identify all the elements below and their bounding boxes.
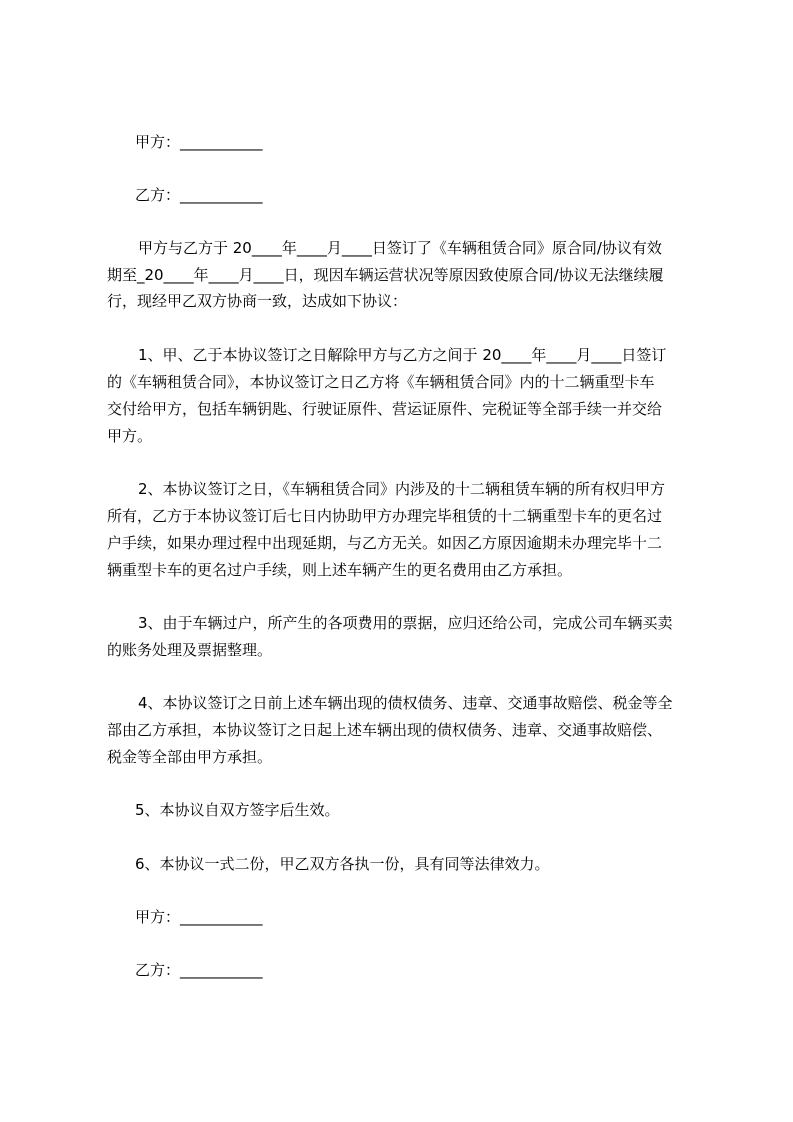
party-a-signature-top: 甲方：___________ [135, 133, 263, 151]
clause-6: 6、本协议一式二份，甲乙双方各执一份，具有同等法律效力。 [135, 855, 550, 873]
clause-4-line-2: 部由乙方承担，本协议签订之日起上述车辆出现的债权债务、违章、交通事故赔偿、 [107, 721, 663, 739]
clause-4-line-3: 税金等全部由甲方承担。 [107, 748, 273, 766]
intro-line-1: 甲方与乙方于 20____年____月____日签订了《车辆租赁合同》原合同/协议有效 [138, 239, 662, 257]
clause-2-line-3: 户手续，如果办理过程中出现延期，与乙方无关。如因乙方原因逾期未办理完毕十二 [107, 534, 663, 552]
clause-4-line-1: 4、本协议签订之日前上述车辆出现的债权债务、违章、交通事故赔偿、税金等全 [138, 694, 673, 712]
clause-2-line-2: 所有，乙方于本协议签订后七日内协助甲方办理完毕租赁的十二辆重型卡车的更名过 [107, 507, 663, 525]
party-b-signature-top: 乙方：___________ [135, 186, 263, 204]
clause-3-line-2: 的账务处理及票据整理。 [107, 641, 273, 659]
clause-2-line-1: 2、本协议签订之日，《车辆租赁合同》内涉及的十二辆租赁车辆的所有权归甲方 [138, 480, 666, 498]
intro-line-2: 期至_20____年____月____日，现因车辆运营状况等原因致使原合同/协议无法继续履 [107, 266, 664, 284]
party-b-signature-bottom: 乙方：___________ [135, 961, 263, 979]
clause-1-line-1: 1、甲、乙于本协议签订之日解除甲方与乙方之间于 20____年____月____日签订 [138, 346, 667, 364]
clause-5: 5、本协议自双方签字后生效。 [135, 801, 340, 819]
party-a-signature-bottom: 甲方：___________ [135, 908, 263, 926]
clause-1-line-4: 甲方。 [107, 427, 153, 445]
clause-1-line-2: 的《车辆租赁合同》，本协议签订之日乙方将《车辆租赁合同》内的十二辆重型卡车 [107, 373, 655, 391]
clause-3-line-1: 3、由于车辆过户，所产生的各项费用的票据，应归还给公司，完成公司车辆买卖 [138, 614, 673, 632]
intro-line-3: 行，现经甲乙双方协商一致，达成如下协议： [107, 292, 408, 310]
clause-2-line-4: 辆重型卡车的更名过户手续，则上述车辆产生的更名费用由乙方承担。 [107, 561, 573, 579]
clause-1-line-3: 交付给甲方，包括车辆钥匙、行驶证原件、营运证原件、完税证等全部手续一并交给 [107, 400, 663, 418]
